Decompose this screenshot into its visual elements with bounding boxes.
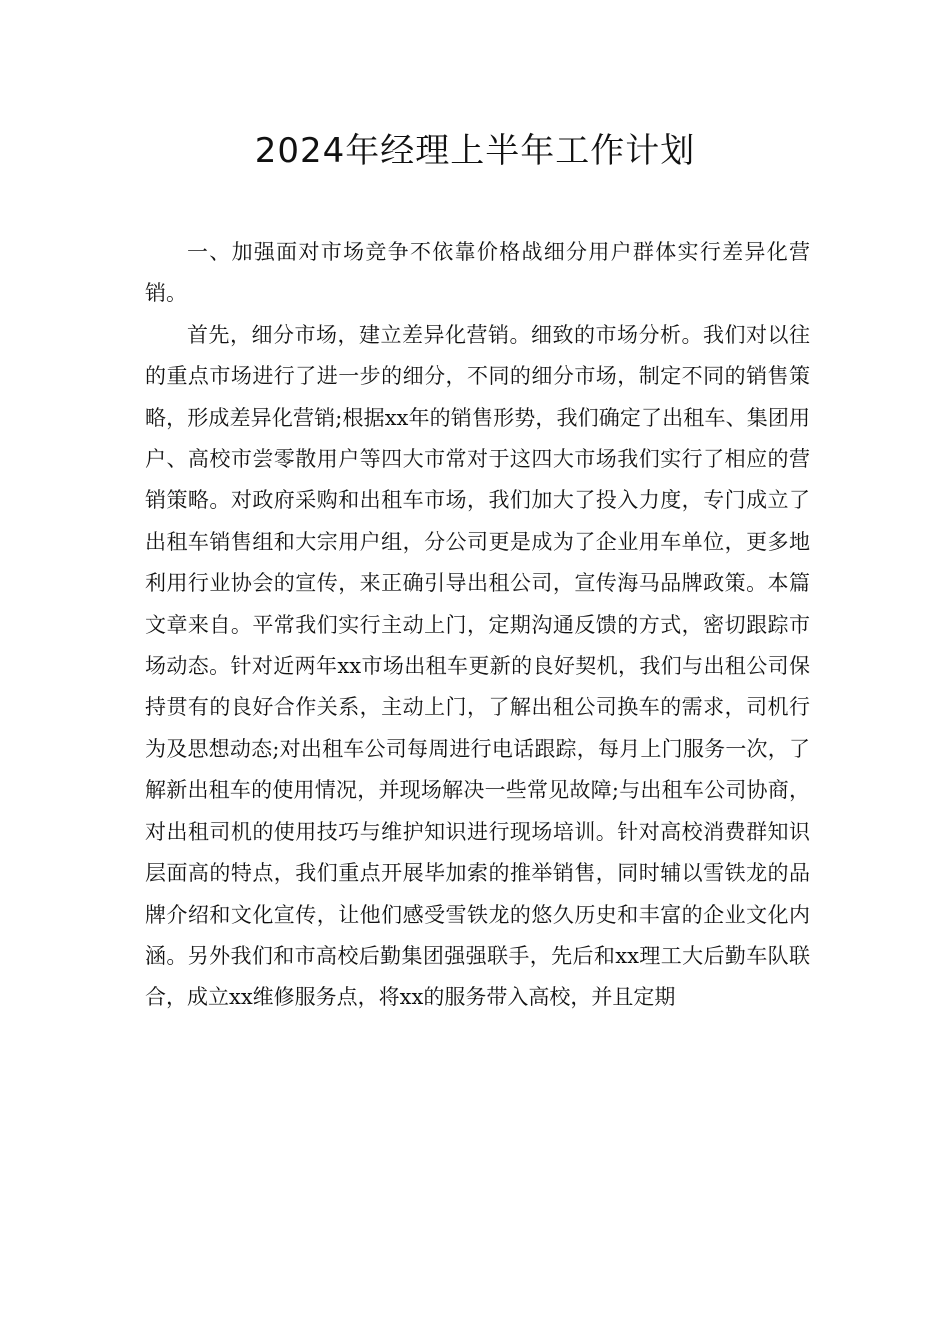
document-title: 2024年经理上半年工作计划: [254, 131, 696, 171]
paragraph-heading-1: 一、加强面对市场竞争不依靠价格战细分用户群体实行差异化营销。: [145, 240, 810, 306]
document-body: [145, 232, 810, 1019]
paragraph-body-1: 首先，细分市场，建立差异化营销。细致的市场分析。我们对以往的重点市场进行了进一步的细分，不同的细分市场，制定不同的销售策略，形成差异化营销;根据xx年的销售形势，我们确定了出租车、集团用户、高校市尝零散用户等四大市常对于这四大市场我们实行了相应的营销策略。对政府采购和出租车市场，我们加大了投入力度，专门成立了出租车销售组和大宗用户组，分公司更是成为了企业用车单位，更多地利用行业协会的宣传，来正确引导出租公司，宣传海马品牌政策。本篇文章来自。平常我们实行主动上门，定期沟通反馈的方式，密切跟踪市场动态。针对近两年xx市场出租车更新的良好契机，我们与出租公司保持贯有的良好合作关系，主动上门，了解出租公司换车的需求，司机行为及思想动态;对出租车公司每周进行电话跟踪，每月上门服务一次，了解新出租车的使用情况，并现场解决一些常见故障;与出租车公司协商，对出租司机的使用技巧与维护知识进行现场培训。针对高校消费群知识层面高的特点，我们重点开展毕加索的推举销售，同时辅以雪铁龙的品牌介绍和文化宣传，让他们感受雪铁龙的悠久历史和丰富的企业文化内涵。另外我们和市高校后勤集团强强联手，先后和xx理工大后勤车队联合，成立xx维修服务点，将xx的服务带入高校，并且定期: [145, 322, 810, 1010]
